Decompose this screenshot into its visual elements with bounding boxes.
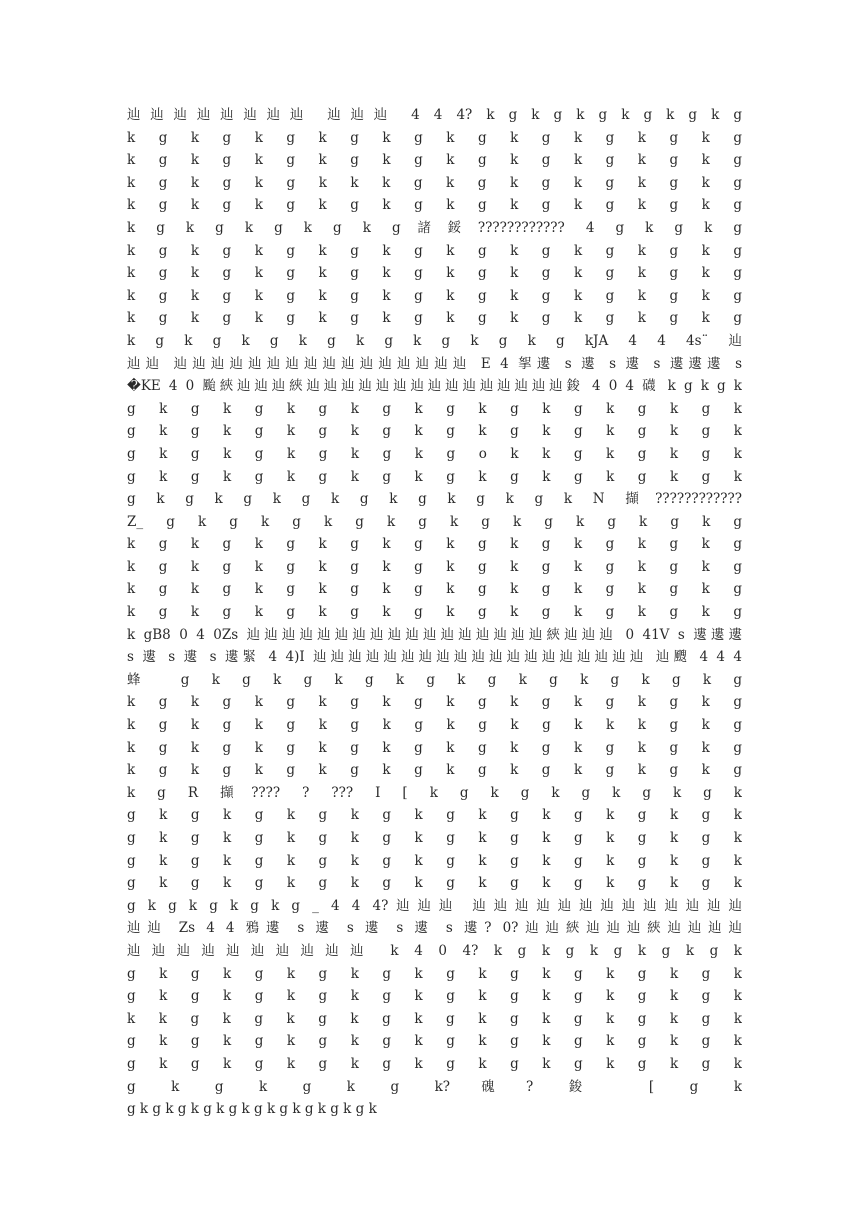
- text-line: Z_ g k g k g k g k g k g k g k g k g k g: [127, 513, 742, 530]
- text-line: g k g k g k g k g k g k g k g k g k g k: [127, 1055, 742, 1072]
- text-line: g k g k g k g k g k g k g k g k g k g k: [127, 468, 742, 485]
- text-line: g k g k g k g k g k g k g k g k g k g k: [127, 988, 742, 1005]
- text-line: k k g k g k g k g k g k g k g k g k g k: [127, 1010, 742, 1027]
- text-line: g k g k g k g k g _ 4 4 4?辿辿辿 辿辿辿辿辿辿辿辿辿辿辿辿辿: [127, 897, 742, 914]
- text-line: k g k g k g k g k g k g k g k k k g k g: [127, 717, 742, 734]
- text-line: k g k g k g k g k g k g k g k g k g k g: [127, 694, 742, 711]
- text-line: g k g k g k g k g k g k g k g k g k g k: [127, 875, 742, 892]
- text-line: g k g k g k g k g k g k g k g k N 擷????????????: [127, 491, 742, 508]
- text-line: 辿辿 辿辿辿辿辿辿辿辿辿辿辿辿辿辿辿辿 E 4 挐遱 s 遱 s 遱 s 遱遱遱 s: [127, 355, 742, 372]
- text-line: k g k g k g k k k g k g k g k g k g k g: [127, 174, 742, 191]
- text-line: k g k g k g k g k g諸鋖???????????? 4 g k g k g: [127, 219, 742, 236]
- text-line: k g k g k g k g k g k g k g k g k g k g: [127, 152, 742, 169]
- text-line: k g k g k g k g k g k g k g k g k g k g: [127, 310, 742, 327]
- text-line: 辿辿辿辿辿辿辿辿 辿辿辿 4 4 4? k g k g k g k g k g k g: [127, 107, 742, 123]
- text-line: 辿辿 Zs 4 4 鴉遱 s 遱 s 遱 s 遱 s 遱? 0?辿辿綊辿辿辿綊辿辿辿辿: [127, 920, 742, 937]
- text-line: k g k g k g k g k g k g k g k g k g k g: [127, 242, 742, 259]
- garbled-text-body: [127, 104, 742, 1121]
- text-line: �KE 4 0 颱綊辿辿辿綊辿辿辿辿辿辿辿辿辿辿辿辿辿辿辿鋑 4 0 4 礣 k g k g k: [127, 378, 742, 395]
- text-line: k g k g k g k g k g k g k g k g k g k g: [127, 197, 742, 214]
- text-line: k g k g k g k g k g k g k g k g k g k g: [127, 581, 742, 598]
- text-line: k g k g k g k g k g k g k g k g k g k g: [127, 739, 742, 756]
- text-line: k g k g k g k g k g k g k g k g kJA 4 4 4s¨ 辿: [127, 332, 742, 349]
- text-line: s 遱 s 遱 s 遱緊 4 4)I 辿辿辿辿辿辿辿辿辿辿辿辿辿辿辿辿辿辿辿 辿颼 4 4 4: [127, 649, 742, 666]
- text-line: k g k g k g k g k g k g k g k g k g k g: [127, 762, 742, 779]
- text-line: g k g k g k g k?磈? 鋑 [ g k: [127, 1078, 742, 1095]
- text-line: g k g k g k g k g k g k g k g k g k g k: [127, 1101, 377, 1118]
- text-line: g k g k g k g k g k g k g k g k g k g k: [127, 852, 742, 869]
- text-line: k g k g k g k g k g k g k g k g k g k g: [127, 129, 742, 146]
- text-line: 辿辿辿辿辿辿辿辿辿辿 k 4 0 4? k g k g k g k g k g k: [127, 942, 742, 959]
- text-line: g k g k g k g k g k g k g k g k g k g k: [127, 965, 742, 982]
- text-line: k g k g k g k g k g k g k g k g k g k g: [127, 604, 742, 621]
- text-line: k gB8 0 4 0Zs 辿辿辿辿辿辿辿辿辿辿辿辿辿辿辿辿辿綊辿辿辿 0 41V s 遱遱遱: [127, 626, 742, 643]
- text-line: g k g k g k g k g k g k g k g k g k g k: [127, 830, 742, 846]
- text-line: k g k g k g k g k g k g k g k g k g k g: [127, 265, 742, 282]
- text-line: k g k g k g k g k g k g k g k g k g k g: [127, 287, 742, 304]
- text-line: k g k g k g k g k g k g k g k g k g k g: [127, 558, 742, 575]
- text-line: k g R 擷???? ? ??? I [ k g k g k g k g k g k: [127, 784, 742, 801]
- text-line: g k g k g k g k g k g k g k g k g k g k: [127, 400, 742, 417]
- text-line: 蜂 g k g k g k g k g k g k g k g k g k g: [127, 671, 742, 688]
- text-line: g k g k g k g k g k g o k k g k g k g k: [127, 445, 742, 462]
- text-line: g k g k g k g k g k g k g k g k g k g k: [127, 1033, 742, 1050]
- text-line: g k g k g k g k g k g k g k g k g k g k: [127, 807, 742, 824]
- text-line: k g k g k g k g k g k g k g k g k g k g: [127, 536, 742, 553]
- text-line: g k g k g k g k g k g k g k g k g k g k: [127, 423, 742, 440]
